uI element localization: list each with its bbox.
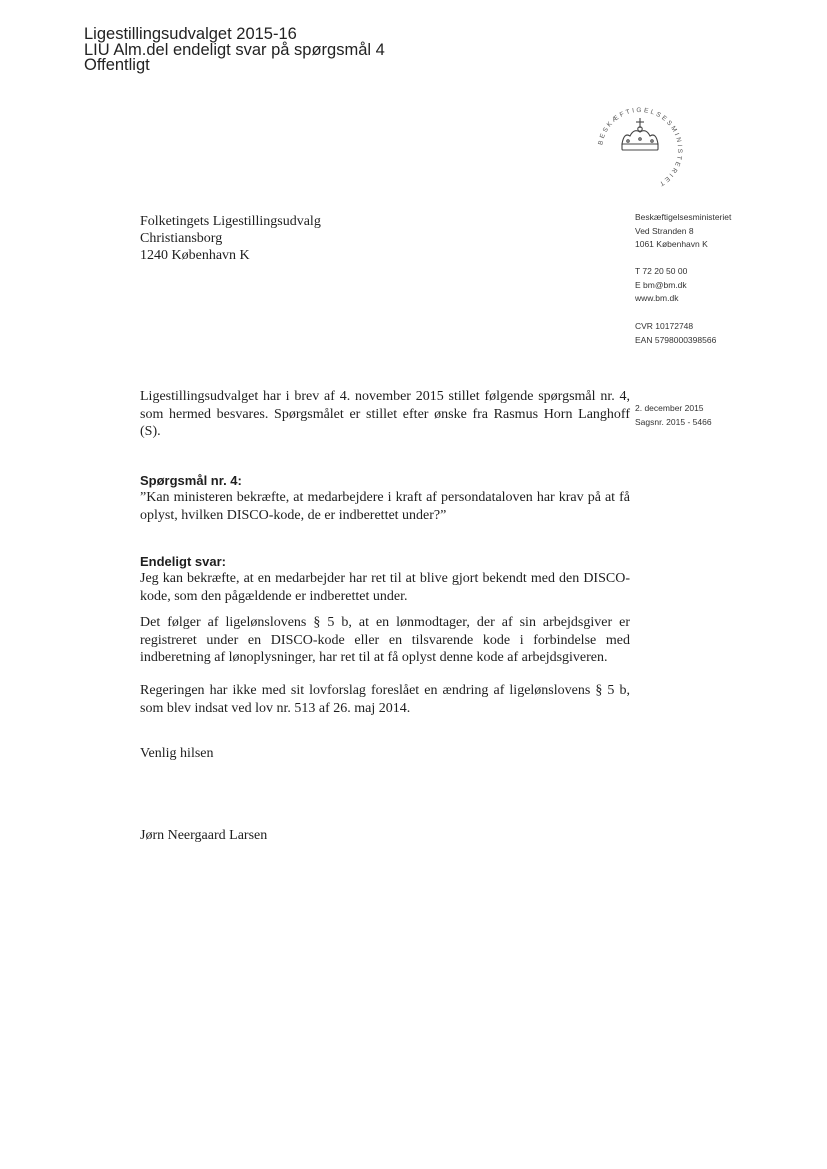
crown-seal-icon <box>588 98 692 188</box>
case-number: Sagsnr. 2015 - 5466 <box>635 416 712 427</box>
sender-ean: EAN 5798000398566 <box>635 334 717 345</box>
stamp-committee: Ligestillingsudvalget 2015-16 <box>84 25 297 43</box>
intro-paragraph: Ligestillingsudvalget har i brev af 4. november 2015 stillet følgende spørgsmål nr. 4, som hermed besvares. Spørgsmålet er stillet efter ønske fra Rasmus Horn Langhoff (S). <box>140 389 630 439</box>
signatory-name: Jørn Neergaard Larsen <box>140 828 268 843</box>
question-text: ”Kan ministeren bekræfte, at medarbejdere i kraft af persondataloven har krav på at få oplyst, hvilken DISCO-kode, de er indberettet under?” <box>140 490 630 523</box>
document-stamp <box>84 27 385 74</box>
answer-paragraph-1: Jeg kan bekræfte, at en medarbejder har ret til at blive gjort bekendt med den DISCO-kode, som den pågældende er indberettet under. <box>140 571 630 604</box>
question-section <box>140 472 630 524</box>
sender-address <box>635 211 731 252</box>
sender-phone: T 72 20 50 00 <box>635 266 688 276</box>
svg-text:BESKÆFTIGELSESMINISTERIET: BESKÆFTIGELSESMINISTERIET <box>597 106 684 188</box>
recipient-postal: 1240 København K <box>140 248 250 263</box>
letter-meta <box>635 402 712 429</box>
sender-street: Ved Stranden 8 <box>635 225 694 236</box>
answer-paragraph-3: Regeringen har ikke med sit lovforslag foreslået en ændring af ligelønslovens § 5 b, som blev indsat ved lov nr. 513 af 26. maj 2014. <box>140 683 630 716</box>
sender-web: www.bm.dk <box>635 293 679 303</box>
recipient-building: Christiansborg <box>140 231 223 246</box>
sender-registration <box>635 320 716 347</box>
answer-heading: Endeligt svar: <box>140 554 226 569</box>
answer-paragraph-2: Det følger af ligelønslovens § 5 b, at en lønmodtager, der af sin arbejdsgiver er registreret under en DISCO-kode eller en tilsvarende kode i forbindelse med indberetning af lønoplysninger, har ret til at få oplyst denne kode af arbejdsgiveren. <box>140 615 630 665</box>
sender-postal: 1061 København K <box>635 239 708 249</box>
recipient-name: Folketingets Ligestillingsudvalg <box>140 214 321 229</box>
sender-contact <box>635 265 687 306</box>
answer-section <box>140 553 630 605</box>
sender-ministry: Beskæftigelsesministeriet <box>635 212 732 222</box>
closing-greeting: Venlig hilsen <box>140 746 214 761</box>
recipient-address <box>140 213 321 264</box>
sender-cvr: CVR 10172748 <box>635 321 694 331</box>
sender-email: E bm@bm.dk <box>635 279 687 290</box>
letter-date: 2. december 2015 <box>635 403 704 413</box>
stamp-status: Offentligt <box>84 56 150 74</box>
stamp-reference: LIU Alm.del endeligt svar på spørgsmål 4 <box>84 40 385 59</box>
question-heading: Spørgsmål nr. 4: <box>140 473 242 488</box>
